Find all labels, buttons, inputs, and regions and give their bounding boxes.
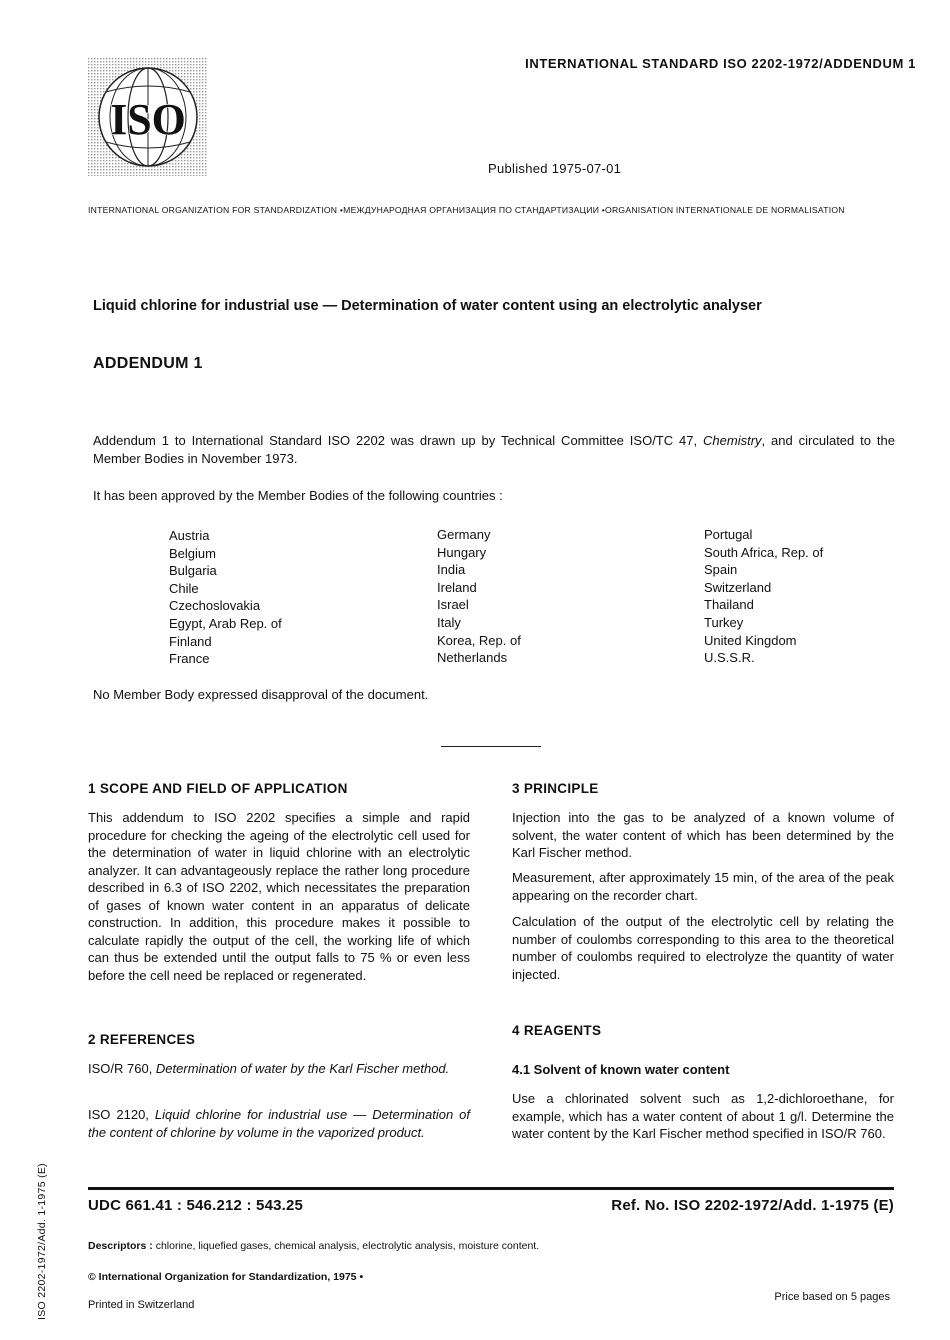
footer-rule [88,1187,894,1190]
section-3-para-3: Calculation of the output of the electrolytic cell by relating the number of coulombs corresponding to this area to the theoretical number of coulombs required to electrolyze the quantity of water injected. [512,914,894,982]
country: Turkey [704,614,744,630]
country-column-1 [169,527,282,668]
section-3-heading: 3 PRINCIPLE [512,781,599,796]
country: Czechoslovakia [169,598,261,614]
section-4-1-heading: 4.1 Solvent of known water content [512,1062,730,1077]
country: Bulgaria [169,563,217,579]
intro-paragraph [93,432,895,467]
udc-code: UDC 661.41 : 546.212 : 543.25 [88,1197,304,1214]
section-4-heading: 4 REAGENTS [512,1023,602,1038]
copyright: © International Organization for Standardization, 1975 • [88,1271,364,1283]
section-3-para-2: Measurement, after approximately 15 min, of the area of the peak appearing on the recorder chart. [512,870,894,903]
published-date: Published 1975-07-01 [488,161,622,176]
organization-line: INTERNATIONAL ORGANIZATION FOR STANDARDIZATION •МЕЖДУНАРОДНАЯ ОРГАНИЗАЦИЯ ПО СТАНДАРТИЗАЦИИ •ORGANISATION INTERNATIONALE DE NORMALISATION [88,205,845,215]
section-1-text: This addendum to ISO 2202 specifies a simple and rapid procedure for checking the ageing of the electrolytic cell used for the determination of water in liquid chlorine with an electrolytic analyzer. It can advantageously replace the rather long procedure described in 6.3 of ISO 2202, which necessitates the preparation of gases of known water content in an apparatus of delicate construction. In addition, this procedure makes it possible to calculate rapidly the output of the cell, the working life of which can thus be extended until the output falls to 75 % or even less before the cell need be replaced or regenerated. [88,810,470,983]
country-column-2 [437,526,521,667]
reference-2: ISO 2120, Liquid chlorine for industrial use — Determination of the content of chlorine by volume in the vaporized product. [88,1107,470,1140]
country: Spain [704,562,738,578]
country: Egypt, Arab Rep. of [169,615,282,631]
standard-header: INTERNATIONAL STANDARD ISO 2202-1972/ADDENDUM 1 [525,56,916,71]
country: Switzerland [704,579,772,595]
country: Italy [437,614,461,630]
addendum-heading: ADDENDUM 1 [93,355,203,372]
country: Ireland [437,579,477,595]
iso-logo [88,58,208,176]
intro-suffix: , and circulated to the Member Bodies in November 1973. [93,433,895,466]
iso-globe-icon [88,58,208,176]
country: Korea, Rep. of [437,632,521,648]
country: France [169,651,210,667]
price-note: Price based on 5 pages [774,1291,890,1303]
country: Israel [437,597,469,613]
section-4-1-text: Use a chlorinated solvent such as 1,2-dichloroethane, for example, which has a water content of about 1 g/l. Determine the water content by the Karl Fischer method specified in ISO/R 760. [512,1091,894,1141]
printed-in: Printed in Switzerland [88,1299,195,1311]
country-column-3 [704,526,823,667]
country: Belgium [169,545,216,561]
section-3-para-1: Injection into the gas to be analyzed of a known volume of solvent, the water content of which has been determined by the Karl Fischer method. [512,810,894,860]
document-title: Liquid chlorine for industrial use — Determination of water content using an electrolytic analyser [93,298,762,314]
reference-number: Ref. No. ISO 2202-1972/Add. 1-1975 (E) [611,1197,894,1214]
country: United Kingdom [704,632,797,648]
no-disapproval-text: No Member Body expressed disapproval of the document. [93,687,429,702]
country: Finland [169,633,212,649]
side-reference: ISO 2202-1972/Add. 1-1975 (E) [36,1163,48,1320]
country: Austria [169,528,210,543]
separator-rule [441,746,541,747]
country: Thailand [704,597,754,613]
section-2-heading: 2 REFERENCES [88,1032,196,1047]
intro-prefix: Addendum 1 to International Standard ISO 2202 was drawn up by Technical Committee ISO/TC 47, [93,433,704,448]
intro-committee-name: Chemistry [703,433,762,448]
country: Germany [437,527,491,542]
country: South Africa, Rep. of [704,544,824,560]
country: Portugal [704,527,753,542]
descriptors-label: Descriptors : [88,1240,153,1252]
country: Hungary [437,544,487,560]
country: Netherlands [437,650,508,666]
country: Chile [169,580,199,596]
reference-1: ISO/R 760, Determination of water by the Karl Fischer method. [88,1061,450,1076]
logo-text: ISO [110,95,186,144]
country: India [437,562,466,578]
approved-text: It has been approved by the Member Bodies of the following countries : [93,488,503,503]
descriptors [88,1240,539,1252]
descriptors-list: chlorine, liquefied gases, chemical analysis, electrolytic analysis, moisture content. [152,1240,540,1252]
section-1-heading: 1 SCOPE AND FIELD OF APPLICATION [88,781,348,796]
country: U.S.S.R. [704,650,755,666]
